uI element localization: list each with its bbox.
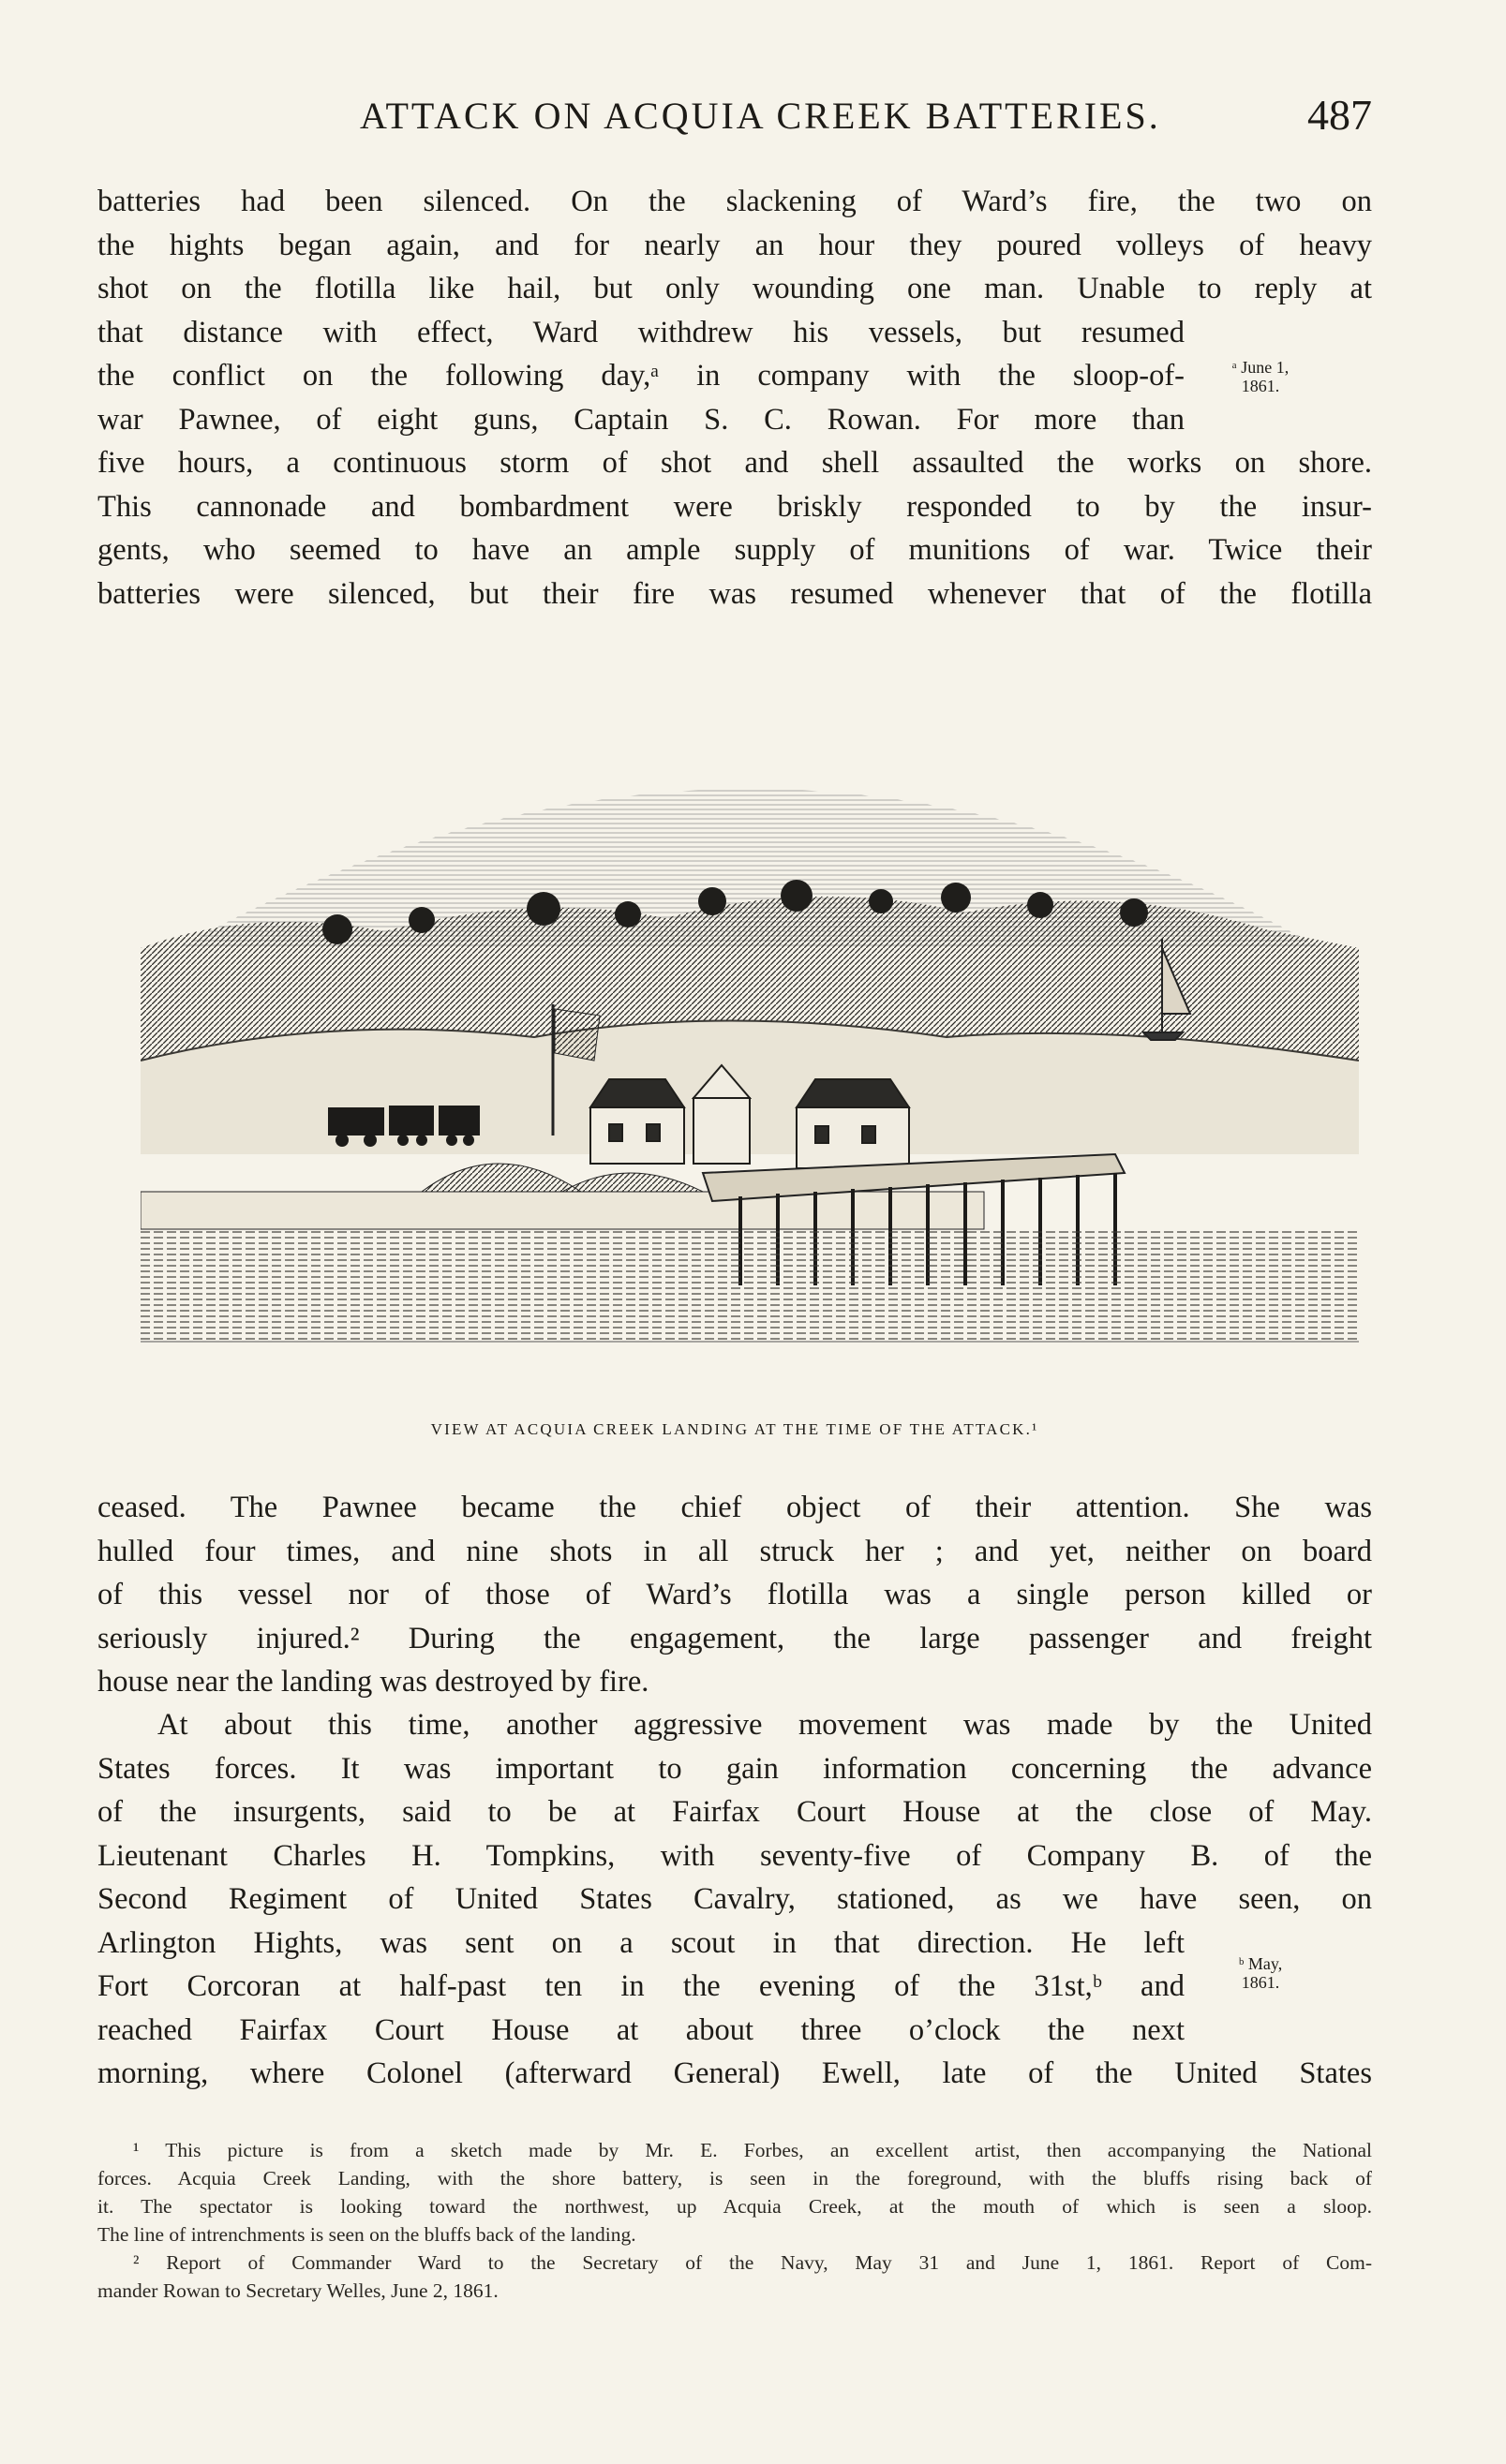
text-line: batteries had been silenced. On the slackening of Ward’s fire, the two on [97,185,1372,218]
text-line: five hours, a continuous storm of shot and shell assaulted the works on shore. [97,446,1372,480]
text-line: morning, where Colonel (afterward General) Ewell, late of the United States [97,2056,1372,2090]
page-number: 487 [1307,91,1372,139]
text-line: the conflict on the following day,ᵃ in company with the sloop-of- [97,359,1185,393]
text-line: Arlington Hights, was sent on a scout in that direction. He left [97,1925,1185,1960]
footnote-line: The line of intrenchments is seen on the bluffs back of the landing. [97,2223,636,2246]
text-line: ceased. The Pawnee became the chief object of their attention. She was [97,1491,1372,1524]
paragraph-3 [97,1703,1372,2096]
engraving-illustration [141,667,1359,1407]
footnote-line: ¹ This picture is from a sketch made by Mr. E. Forbes, an excellent artist, then accompanying the National [133,2139,1372,2161]
paragraph-2 [97,1486,1372,1704]
text-line: the hights began again, and for nearly an hour they poured volleys of heavy [97,228,1372,262]
text-line: house near the landing was destroyed by fire. [97,1665,649,1699]
footnote-line: forces. Acquia Creek Landing, with the shore battery, is seen in the foreground, with the bluffs rising back of [97,2167,1372,2189]
paragraph-1 [97,180,1372,616]
text-line: Fort Corcoran at half-past ten in the evening of the 31st,ᵇ and [97,1969,1185,2003]
text-line: hulled four times, and nine shots in all struck her ; and yet, neither on board [97,1534,1372,1568]
text-line: States forces. It was important to gain information concerning the advance [97,1751,1372,1786]
text-line: gents, who seemed to have an ample supply of munitions of war. Twice their [97,533,1372,567]
text-line: that distance with effect, Ward withdrew his vessels, but resumed [97,315,1185,349]
footnote-line: ² Report of Commander Ward to the Secretary of the Navy, May 31 and June 1, 1861. Report of Com- [133,2251,1372,2274]
margin-note-b: ᵇ May, 1861. [1238,1954,1283,1992]
text-line: batteries were silenced, but their fire was resumed whenever that of the flotilla [97,576,1372,611]
text-line: war Pawnee, of eight guns, Captain S. C. Rowan. For more than [97,402,1185,437]
text-line: At about this time, another aggressive movement was made by the United [157,1708,1372,1742]
text-line: shot on the flotilla like hail, but only wounding one man. Unable to reply at [97,272,1372,305]
running-head: ATTACK ON ACQUIA CREEK BATTERIES. [360,95,1161,137]
text-line: seriously injured.² During the engagement, the large passenger and freight [97,1621,1372,1655]
text-line: Second Regiment of United States Cavalry, stationed, as we have seen, on [97,1882,1372,1916]
footnote-line: mander Rowan to Secretary Welles, June 2, 1861. [97,2279,499,2302]
figure-caption: VIEW AT ACQUIA CREEK LANDING AT THE TIME OF THE ATTACK.¹ [430,1420,1039,1438]
text-line: of the insurgents, said to be at Fairfax Court House at the close of May. [97,1795,1372,1829]
text-line: of this vessel nor of those of Ward’s flotilla was a single person killed or [97,1578,1372,1611]
text-line: reached Fairfax Court House at about three o’clock the next [97,2012,1185,2047]
page-header [97,91,1372,150]
margin-note-a: ᵃ June 1, 1861. [1231,358,1290,395]
text-line: Lieutenant Charles H. Tompkins, with seventy-five of Company B. of the [97,1838,1372,1873]
text-line: This cannonade and bombardment were briskly responded to by the insur- [97,489,1372,524]
footnotes [97,2136,1372,2305]
footnote-line: it. The spectator is looking toward the northwest, up Acquia Creek, at the mouth of which is seen a sloop. [97,2195,1372,2218]
